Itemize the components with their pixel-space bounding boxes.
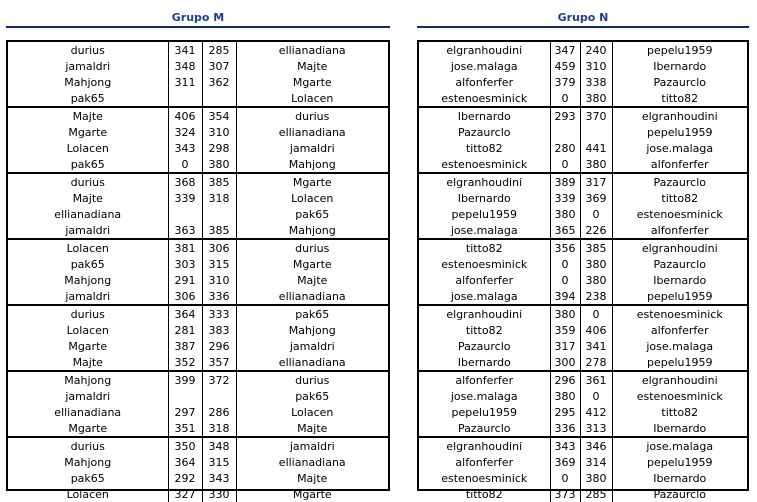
home-score: 387 bbox=[168, 338, 202, 354]
match-row bbox=[419, 371, 747, 388]
away-score: 317 bbox=[580, 173, 612, 190]
match-row bbox=[419, 239, 747, 256]
home-score: 280 bbox=[550, 140, 580, 156]
away-score: 0 bbox=[580, 206, 612, 222]
home-score: 363 bbox=[168, 222, 202, 239]
home-score: 459 bbox=[550, 58, 580, 74]
results-panel bbox=[6, 40, 390, 501]
home-player: Majte bbox=[72, 191, 103, 205]
match-row bbox=[419, 288, 747, 305]
results-table bbox=[419, 42, 747, 502]
away-player: Pazaurclo bbox=[653, 175, 706, 189]
away-score: 412 bbox=[580, 404, 612, 420]
away-player: Mahjong bbox=[288, 323, 336, 337]
away-player: elgranhoudini bbox=[641, 373, 718, 387]
home-score: 341 bbox=[168, 42, 202, 58]
away-score: 0 bbox=[580, 305, 612, 322]
away-score: 380 bbox=[580, 470, 612, 486]
away-player: Ibernardo bbox=[653, 59, 707, 73]
away-player: Ibernardo bbox=[653, 471, 707, 485]
home-player: durius bbox=[70, 175, 105, 189]
home-player: durius bbox=[70, 439, 105, 453]
match-row bbox=[8, 371, 388, 388]
away-score: 383 bbox=[202, 322, 236, 338]
match-row bbox=[419, 322, 747, 338]
match-row bbox=[8, 173, 388, 190]
home-score: 292 bbox=[168, 470, 202, 486]
home-score: 350 bbox=[168, 437, 202, 454]
away-player: pepelu1959 bbox=[646, 455, 713, 469]
away-player: Mgarte bbox=[292, 487, 332, 501]
away-player: Lolacen bbox=[291, 191, 334, 205]
away-score: 318 bbox=[202, 420, 236, 437]
away-score bbox=[580, 124, 612, 140]
away-score: 385 bbox=[202, 173, 236, 190]
home-score bbox=[168, 388, 202, 404]
home-score: 0 bbox=[550, 256, 580, 272]
home-player: pepelu1959 bbox=[451, 207, 518, 221]
match-row bbox=[8, 140, 388, 156]
away-player: Pazaurclo bbox=[653, 487, 706, 501]
group-title: Grupo N bbox=[557, 11, 609, 24]
away-score: 238 bbox=[580, 288, 612, 305]
home-player: Mahjong bbox=[64, 455, 112, 469]
home-player: durius bbox=[70, 43, 105, 57]
match-row bbox=[419, 156, 747, 173]
match-row bbox=[8, 388, 388, 404]
away-score: 310 bbox=[580, 58, 612, 74]
match-row bbox=[8, 124, 388, 140]
home-player: Lolacen bbox=[66, 323, 109, 337]
home-score: 303 bbox=[168, 256, 202, 272]
away-player: Mgarte bbox=[292, 75, 332, 89]
away-score: 369 bbox=[580, 190, 612, 206]
away-player: ellianadiana bbox=[278, 43, 346, 57]
match-row bbox=[8, 454, 388, 470]
home-player: durius bbox=[70, 307, 105, 321]
away-score: 330 bbox=[202, 486, 236, 502]
away-score bbox=[202, 206, 236, 222]
home-player: alfonferfer bbox=[455, 455, 514, 469]
away-player: pak65 bbox=[295, 307, 330, 321]
home-player: titto82 bbox=[465, 241, 503, 255]
title-rule bbox=[6, 26, 390, 28]
home-player: pak65 bbox=[70, 257, 105, 271]
match-row bbox=[419, 140, 747, 156]
away-player: pepelu1959 bbox=[612, 354, 747, 371]
match-row bbox=[419, 420, 747, 437]
match-row bbox=[8, 470, 388, 486]
away-player: Mgarte bbox=[292, 175, 332, 189]
away-score: 296 bbox=[202, 338, 236, 354]
home-score: 406 bbox=[168, 107, 202, 124]
home-player: Mgarte bbox=[8, 420, 168, 437]
results-table bbox=[8, 42, 388, 502]
title-rule bbox=[417, 26, 749, 28]
match-row bbox=[8, 206, 388, 222]
match-row bbox=[419, 42, 747, 58]
home-player: Pazaurclo bbox=[458, 339, 511, 353]
match-row bbox=[419, 354, 747, 371]
home-player: Mahjong bbox=[64, 75, 112, 89]
home-score: 343 bbox=[550, 437, 580, 454]
match-row bbox=[419, 454, 747, 470]
home-player: Lolacen bbox=[66, 241, 109, 255]
match-row bbox=[8, 156, 388, 173]
home-score: 351 bbox=[168, 420, 202, 437]
away-score: 285 bbox=[580, 486, 612, 502]
home-player: ellianadiana bbox=[54, 207, 122, 221]
home-player: elgranhoudini bbox=[446, 175, 523, 189]
home-score: 364 bbox=[168, 454, 202, 470]
home-score: 306 bbox=[168, 288, 202, 305]
home-score: 296 bbox=[550, 371, 580, 388]
home-score: 339 bbox=[168, 190, 202, 206]
away-score: 314 bbox=[580, 454, 612, 470]
away-player: Majte bbox=[236, 420, 388, 437]
home-score: 364 bbox=[168, 305, 202, 322]
home-score: 327 bbox=[168, 486, 202, 502]
match-row bbox=[8, 420, 388, 437]
home-player: pak65 bbox=[70, 471, 105, 485]
away-player: Majte bbox=[297, 471, 328, 485]
home-score: 293 bbox=[550, 107, 580, 124]
away-player: ellianadiana bbox=[278, 455, 346, 469]
match-row bbox=[419, 173, 747, 190]
away-score bbox=[202, 388, 236, 404]
home-score: 394 bbox=[550, 288, 580, 305]
match-row bbox=[8, 272, 388, 288]
away-player: Lolacen bbox=[236, 90, 388, 107]
match-row bbox=[8, 74, 388, 90]
away-player: alfonferfer bbox=[650, 323, 709, 337]
match-row bbox=[8, 338, 388, 354]
home-player: Pazaurclo bbox=[458, 125, 511, 139]
away-score: 380 bbox=[580, 90, 612, 107]
away-player: titto82 bbox=[612, 90, 747, 107]
away-player: durius bbox=[295, 373, 330, 387]
away-player: ellianadiana bbox=[236, 288, 388, 305]
home-score: 0 bbox=[550, 272, 580, 288]
match-row bbox=[419, 305, 747, 322]
match-row bbox=[419, 388, 747, 404]
home-player: elgranhoudini bbox=[446, 439, 523, 453]
away-score: 346 bbox=[580, 437, 612, 454]
away-player: jamaldri bbox=[289, 141, 335, 155]
match-row bbox=[8, 107, 388, 124]
away-player: pepelu1959 bbox=[646, 43, 713, 57]
match-row bbox=[419, 470, 747, 486]
home-score: 380 bbox=[550, 388, 580, 404]
match-row bbox=[419, 206, 747, 222]
away-score: 318 bbox=[202, 190, 236, 206]
away-score: 385 bbox=[202, 222, 236, 239]
away-player: Pazaurclo bbox=[653, 75, 706, 89]
home-score: 381 bbox=[168, 239, 202, 256]
home-score: 0 bbox=[550, 470, 580, 486]
away-player: Ibernardo bbox=[612, 420, 747, 437]
match-row bbox=[419, 486, 747, 502]
home-score: 324 bbox=[168, 124, 202, 140]
home-player: Ibernardo bbox=[419, 354, 550, 371]
away-player: estenoesminick bbox=[636, 207, 723, 221]
home-player: pepelu1959 bbox=[451, 405, 518, 419]
away-player: Mahjong bbox=[236, 222, 388, 239]
away-player: jose.malaga bbox=[646, 141, 714, 155]
away-player: titto82 bbox=[661, 405, 699, 419]
results-panel bbox=[417, 40, 749, 501]
match-row bbox=[8, 42, 388, 58]
home-score: 295 bbox=[550, 404, 580, 420]
home-player: jose.malaga bbox=[450, 389, 518, 403]
away-player: jamaldri bbox=[289, 339, 335, 353]
match-row bbox=[419, 190, 747, 206]
away-score: 343 bbox=[202, 470, 236, 486]
home-score: 311 bbox=[168, 74, 202, 90]
away-player: ellianadiana bbox=[278, 125, 346, 139]
away-score: 298 bbox=[202, 140, 236, 156]
home-score: 343 bbox=[168, 140, 202, 156]
home-player: elgranhoudini bbox=[446, 43, 523, 57]
away-player: jose.malaga bbox=[646, 439, 714, 453]
away-score: 362 bbox=[202, 74, 236, 90]
away-score: 341 bbox=[580, 338, 612, 354]
home-score: 373 bbox=[550, 486, 580, 502]
match-row bbox=[8, 437, 388, 454]
away-score: 310 bbox=[202, 124, 236, 140]
away-score: 380 bbox=[580, 156, 612, 173]
away-score: 348 bbox=[202, 437, 236, 454]
away-player: Mahjong bbox=[236, 156, 388, 173]
match-row bbox=[419, 74, 747, 90]
home-player: Mahjong bbox=[64, 373, 112, 387]
away-player: titto82 bbox=[661, 191, 699, 205]
home-player: jamaldri bbox=[65, 59, 111, 73]
home-score: 339 bbox=[550, 190, 580, 206]
away-player: jose.malaga bbox=[646, 339, 714, 353]
away-player: Majte bbox=[297, 59, 328, 73]
home-score: 0 bbox=[550, 156, 580, 173]
home-score: 380 bbox=[550, 305, 580, 322]
home-player: titto82 bbox=[465, 487, 503, 501]
away-score: 315 bbox=[202, 454, 236, 470]
away-score: 240 bbox=[580, 42, 612, 58]
home-player: Majte bbox=[72, 109, 103, 123]
home-score: 368 bbox=[168, 173, 202, 190]
away-player: Pazaurclo bbox=[653, 257, 706, 271]
match-row bbox=[419, 124, 747, 140]
match-row bbox=[8, 222, 388, 239]
home-score: 365 bbox=[550, 222, 580, 239]
away-player: elgranhoudini bbox=[641, 241, 718, 255]
home-player: Lolacen bbox=[66, 141, 109, 155]
away-score: 278 bbox=[580, 354, 612, 371]
home-score: 369 bbox=[550, 454, 580, 470]
away-score: 307 bbox=[202, 58, 236, 74]
home-player: Mahjong bbox=[64, 273, 112, 287]
home-score: 348 bbox=[168, 58, 202, 74]
away-score: 361 bbox=[580, 371, 612, 388]
match-row bbox=[8, 239, 388, 256]
away-score: 441 bbox=[580, 140, 612, 156]
match-row bbox=[8, 256, 388, 272]
home-player: estenoesminick bbox=[419, 156, 550, 173]
away-score: 338 bbox=[580, 74, 612, 90]
away-score: 380 bbox=[580, 256, 612, 272]
home-score: 379 bbox=[550, 74, 580, 90]
away-score: 354 bbox=[202, 107, 236, 124]
home-score: 356 bbox=[550, 239, 580, 256]
away-player: Lolacen bbox=[291, 405, 334, 419]
away-player: ellianadiana bbox=[236, 354, 388, 371]
away-score: 285 bbox=[202, 42, 236, 58]
away-score: 0 bbox=[580, 388, 612, 404]
match-row bbox=[419, 256, 747, 272]
home-player: alfonferfer bbox=[455, 373, 514, 387]
home-player: elgranhoudini bbox=[446, 307, 523, 321]
match-row bbox=[419, 338, 747, 354]
home-score: 0 bbox=[550, 90, 580, 107]
match-row bbox=[8, 322, 388, 338]
home-player: jamaldri bbox=[8, 222, 168, 239]
home-player: Ibernardo bbox=[457, 191, 511, 205]
away-score: 310 bbox=[202, 272, 236, 288]
home-player: titto82 bbox=[465, 141, 503, 155]
home-score: 317 bbox=[550, 338, 580, 354]
home-score: 291 bbox=[168, 272, 202, 288]
away-score: 380 bbox=[202, 156, 236, 173]
home-player: jose.malaga bbox=[419, 222, 550, 239]
home-player: ellianadiana bbox=[54, 405, 122, 419]
away-player: estenoesminick bbox=[636, 307, 723, 321]
home-player: Majte bbox=[8, 354, 168, 371]
away-score: 226 bbox=[580, 222, 612, 239]
away-score: 406 bbox=[580, 322, 612, 338]
away-score: 313 bbox=[580, 420, 612, 437]
away-score: 333 bbox=[202, 305, 236, 322]
home-player: alfonferfer bbox=[455, 273, 514, 287]
home-score bbox=[550, 124, 580, 140]
home-score: 347 bbox=[550, 42, 580, 58]
home-score: 399 bbox=[168, 371, 202, 388]
home-player: jose.malaga bbox=[419, 288, 550, 305]
home-player: estenoesminick bbox=[441, 471, 528, 485]
home-score: 297 bbox=[168, 404, 202, 420]
home-player: jamaldri bbox=[8, 288, 168, 305]
home-score: 389 bbox=[550, 173, 580, 190]
match-row bbox=[419, 222, 747, 239]
home-player: titto82 bbox=[465, 323, 503, 337]
away-score: 336 bbox=[202, 288, 236, 305]
match-row bbox=[8, 404, 388, 420]
match-row bbox=[8, 190, 388, 206]
away-score: 380 bbox=[580, 272, 612, 288]
away-score: 385 bbox=[580, 239, 612, 256]
home-player: jamaldri bbox=[65, 389, 111, 403]
home-score: 380 bbox=[550, 206, 580, 222]
match-row bbox=[8, 90, 388, 107]
away-score bbox=[202, 90, 236, 107]
away-score: 372 bbox=[202, 371, 236, 388]
home-player: Lolacen bbox=[66, 487, 109, 501]
away-player: alfonferfer bbox=[612, 156, 747, 173]
home-score: 359 bbox=[550, 322, 580, 338]
away-player: Mgarte bbox=[292, 257, 332, 271]
away-player: pepelu1959 bbox=[646, 125, 713, 139]
home-player: Pazaurclo bbox=[419, 420, 550, 437]
away-score: 306 bbox=[202, 239, 236, 256]
away-player: elgranhoudini bbox=[641, 109, 718, 123]
home-player: alfonferfer bbox=[455, 75, 514, 89]
match-row bbox=[419, 437, 747, 454]
home-player: estenoesminick bbox=[419, 90, 550, 107]
home-score: 336 bbox=[550, 420, 580, 437]
group-title: Grupo M bbox=[171, 11, 225, 24]
away-player: durius bbox=[295, 241, 330, 255]
home-score bbox=[168, 206, 202, 222]
match-row bbox=[8, 486, 388, 502]
home-player: Mgarte bbox=[68, 125, 108, 139]
home-player: Ibernardo bbox=[457, 109, 511, 123]
home-player: pak65 bbox=[8, 156, 168, 173]
match-row bbox=[419, 107, 747, 124]
away-score: 286 bbox=[202, 404, 236, 420]
match-row bbox=[419, 404, 747, 420]
home-player: Mgarte bbox=[68, 339, 108, 353]
match-row bbox=[419, 90, 747, 107]
home-score bbox=[168, 90, 202, 107]
away-player: pepelu1959 bbox=[612, 288, 747, 305]
match-row bbox=[8, 305, 388, 322]
away-score: 315 bbox=[202, 256, 236, 272]
away-player: Ibernardo bbox=[653, 273, 707, 287]
match-row bbox=[419, 272, 747, 288]
away-score: 357 bbox=[202, 354, 236, 371]
away-player: alfonferfer bbox=[612, 222, 747, 239]
home-score: 0 bbox=[168, 156, 202, 173]
away-player: pak65 bbox=[295, 389, 330, 403]
away-player: estenoesminick bbox=[636, 389, 723, 403]
match-row bbox=[8, 288, 388, 305]
home-player: estenoesminick bbox=[441, 257, 528, 271]
home-player: pak65 bbox=[8, 90, 168, 107]
away-player: durius bbox=[295, 109, 330, 123]
away-player: Majte bbox=[297, 273, 328, 287]
away-player: jamaldri bbox=[289, 439, 335, 453]
home-player: jose.malaga bbox=[450, 59, 518, 73]
match-row bbox=[419, 58, 747, 74]
away-score: 370 bbox=[580, 107, 612, 124]
home-score: 281 bbox=[168, 322, 202, 338]
match-row bbox=[8, 58, 388, 74]
home-score: 300 bbox=[550, 354, 580, 371]
home-score: 352 bbox=[168, 354, 202, 371]
match-row bbox=[8, 354, 388, 371]
away-player: pak65 bbox=[295, 207, 330, 221]
